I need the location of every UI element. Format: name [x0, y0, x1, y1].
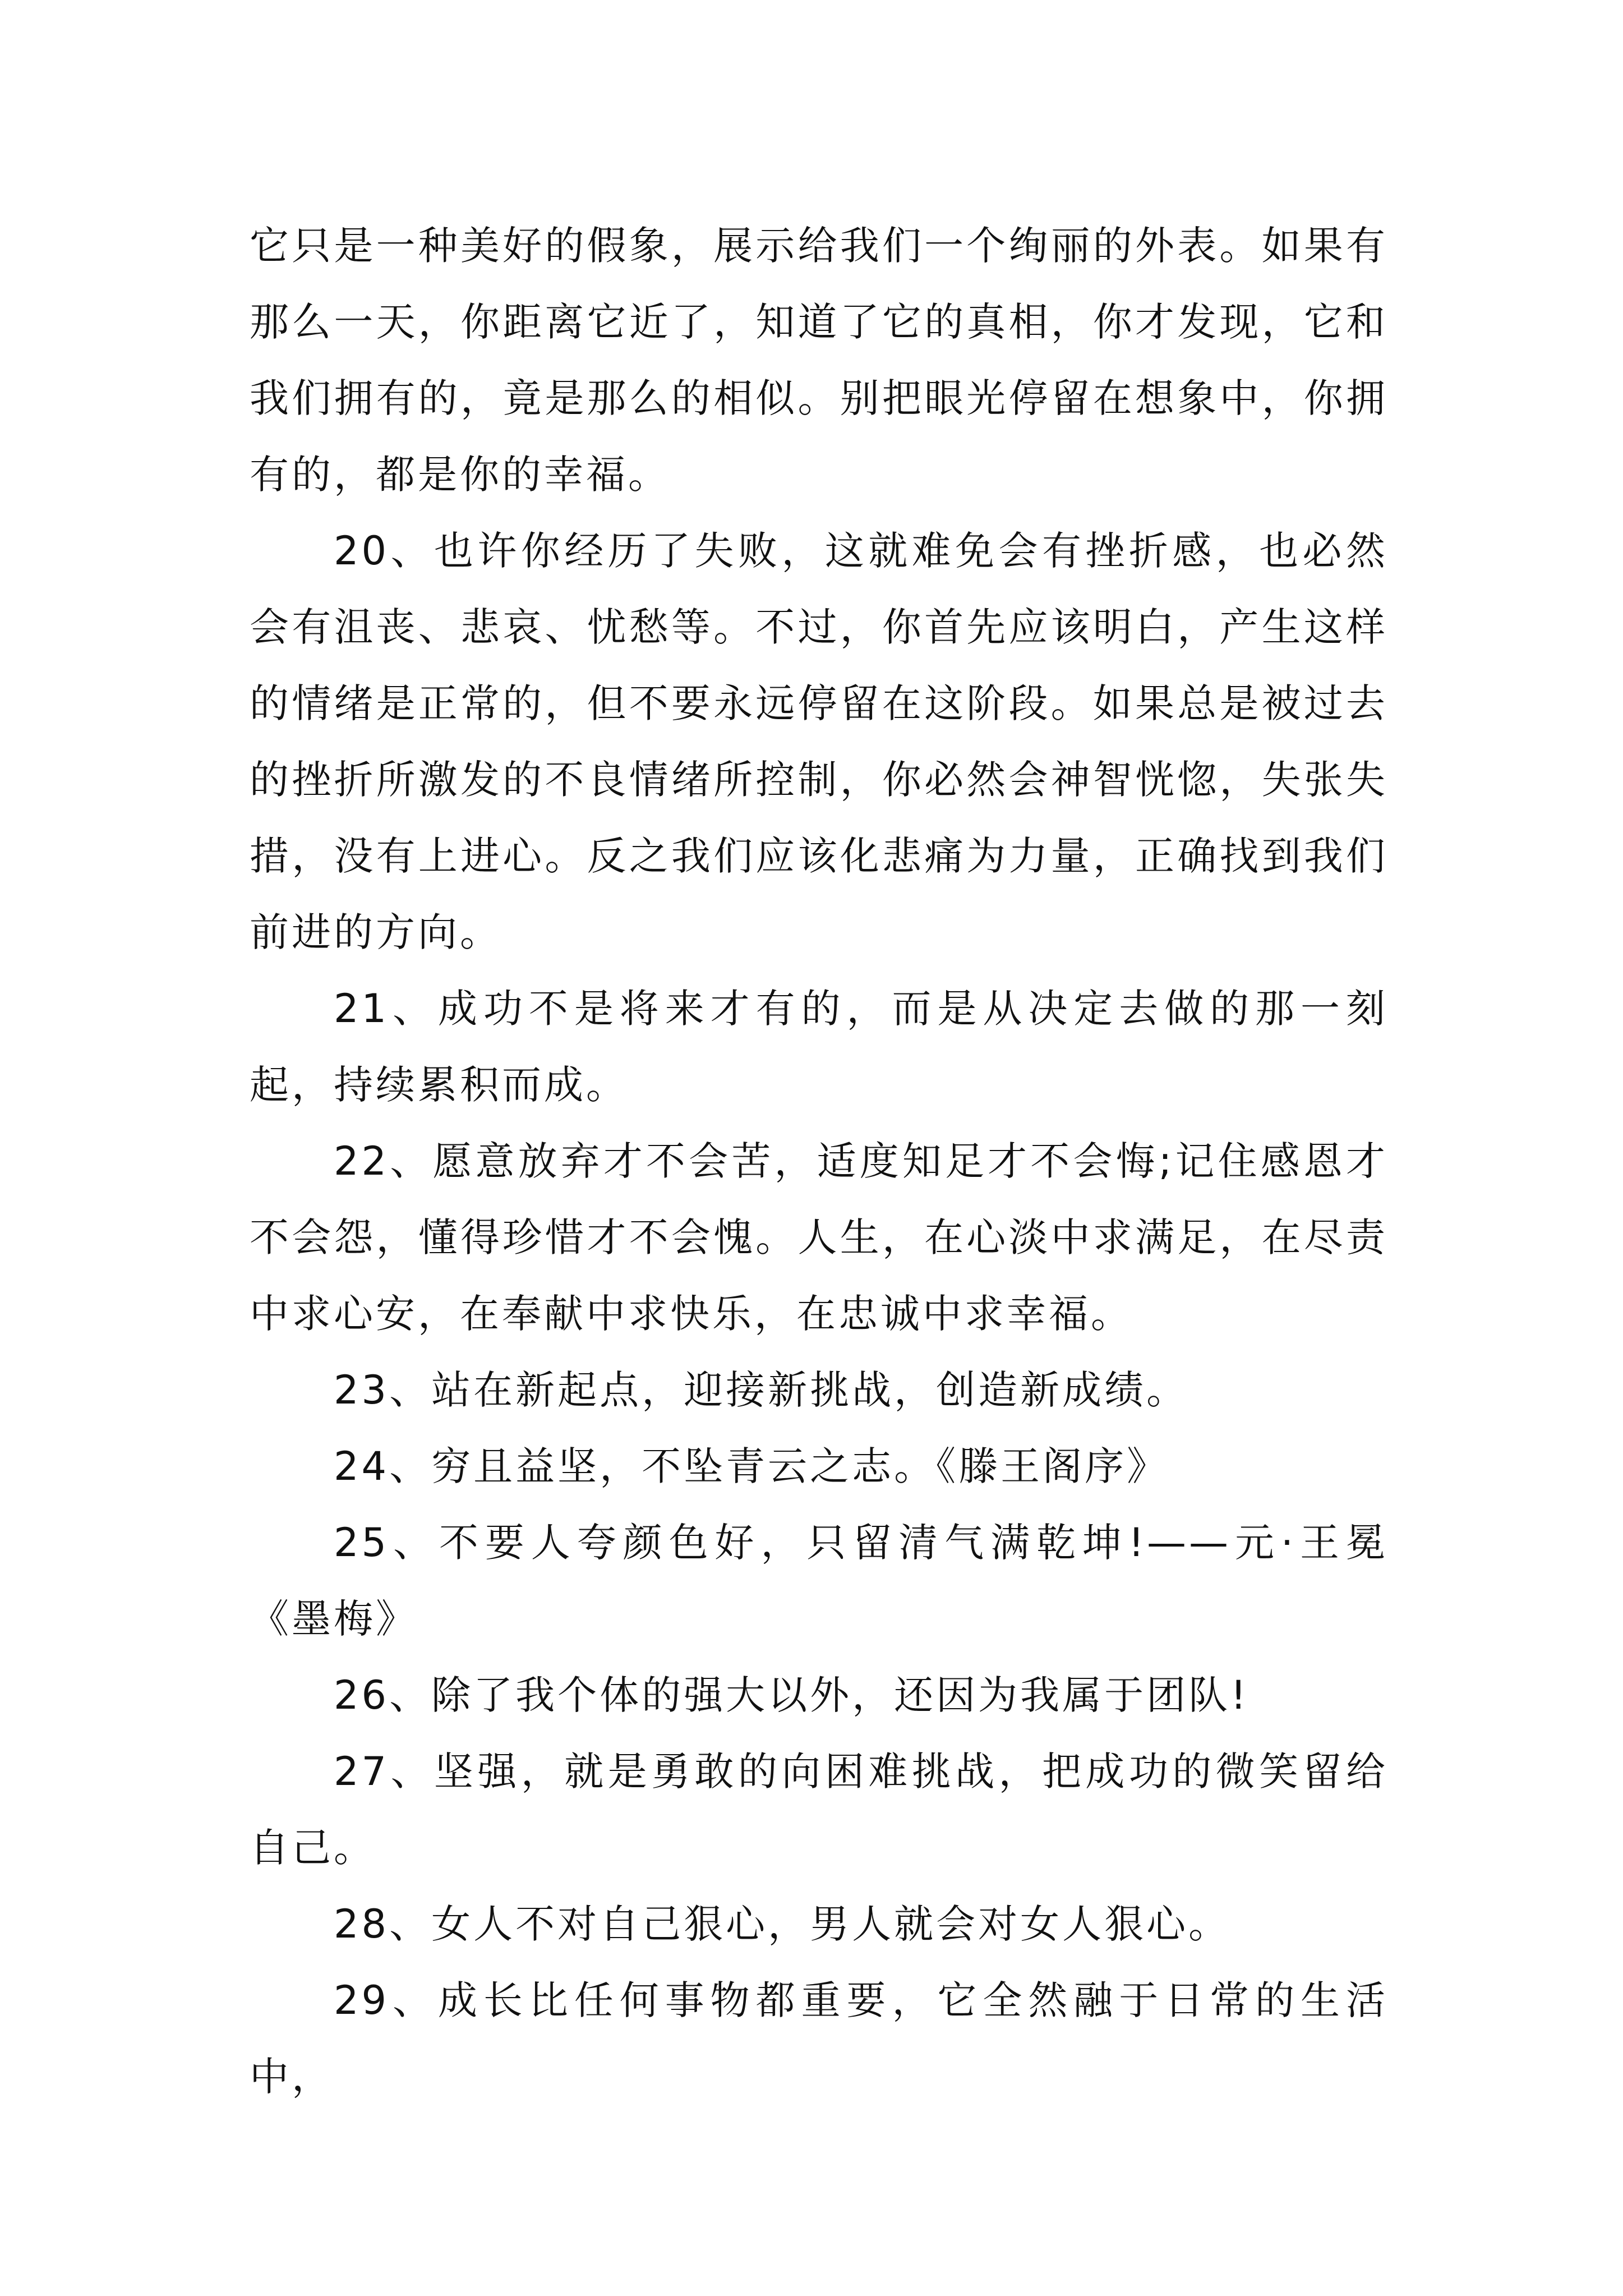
paragraph-item-22: 22、愿意放弃才不会苦，适度知足才不会悔;记住感恩才不会怨，懂得珍惜才不会愧。人生，在心淡中求满足，在尽责中求心安，在奉献中求快乐，在忠诚中求幸福。	[250, 1138, 1388, 1337]
document-body	[250, 208, 1388, 2115]
paragraph-item-27: 27、坚强，就是勇敢的向困难挑战，把成功的微笑留给自己。	[250, 1749, 1388, 1871]
paragraph-item-29: 29、成长比任何事物都重要，它全然融于日常的生活中，	[250, 1977, 1388, 2100]
paragraph-continuation: 它只是一种美好的假象，展示给我们一个绚丽的外表。如果有那么一天，你距离它近了，知道了它的真相，你才发现，它和我们拥有的，竟是那么的相似。别把眼光停留在想象中，你拥有的，都是你的幸福。	[250, 223, 1388, 498]
paragraph-item-21: 21、成功不是将来才有的，而是从决定去做的那一刻起，持续累积而成。	[250, 986, 1388, 1108]
paragraph-item-20: 20、也许你经历了失败，这就难免会有挫折感，也必然会有沮丧、悲哀、忧愁等。不过，你首先应该明白，产生这样的情绪是正常的，但不要永远停留在这阶段。如果总是被过去的挫折所激发的不良情绪所控制，你必然会神智恍惚，失张失措，没有上进心。反之我们应该化悲痛为力量，正确找到我们前进的方向。	[250, 528, 1388, 955]
paragraph-item-23: 23、站在新起点，迎接新挑战，创造新成绩。	[334, 1367, 1189, 1413]
paragraph-item-25: 25、不要人夸颜色好，只留清气满乾坤!——元·王冕《墨梅》	[250, 1520, 1388, 1642]
paragraph-item-28: 28、女人不对自己狠心，男人就会对女人狠心。	[334, 1901, 1231, 1947]
paragraph-item-26: 26、除了我个体的强大以外，还因为我属于团队!	[334, 1672, 1249, 1718]
paragraph-item-24: 24、穷且益坚，不坠青云之志。《滕王阁序》	[334, 1443, 1169, 1489]
